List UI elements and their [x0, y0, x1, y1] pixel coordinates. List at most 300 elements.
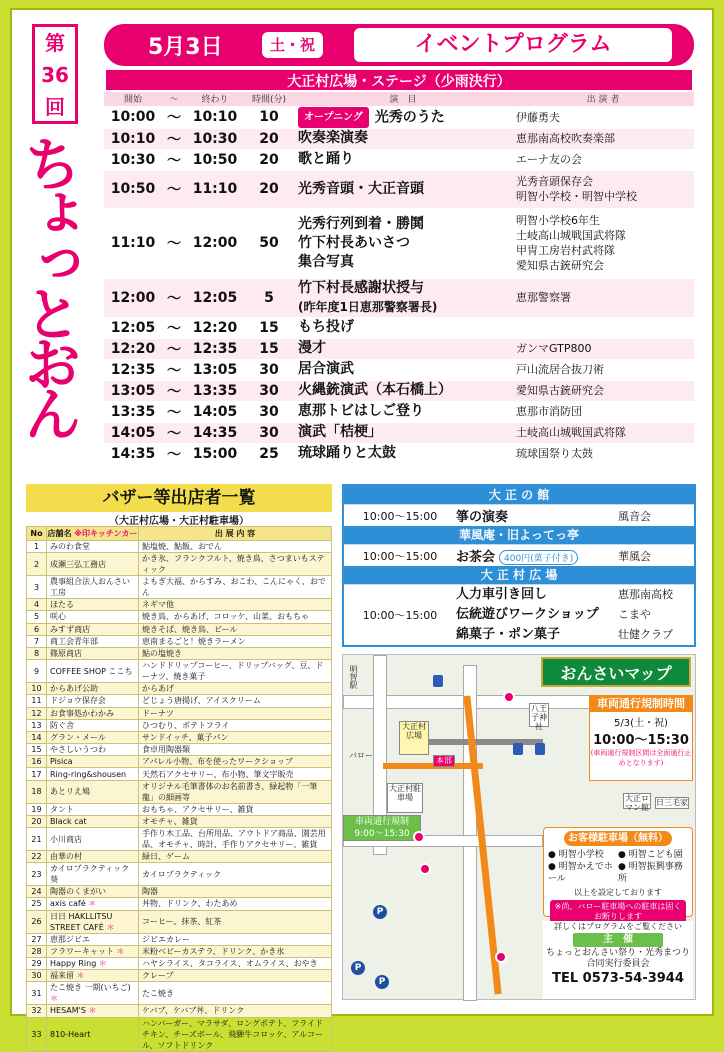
duration: 30 — [244, 359, 294, 380]
bazaar-shop — [47, 553, 139, 576]
performer-cell — [512, 170, 694, 208]
bazaar-content: どじょう唐揚げ、アイスクリーム — [139, 695, 332, 707]
bazaar-shop — [47, 576, 139, 599]
end-time: 13:35 — [186, 380, 244, 401]
start-time: 14:35 — [104, 443, 162, 464]
parking-dot: ● — [618, 850, 629, 860]
tilde: 〜 — [162, 422, 186, 443]
bazaar-no: 2 — [27, 553, 47, 576]
performer-cell — [512, 128, 694, 149]
act-line: 琉球踊りと太鼓 — [298, 445, 396, 461]
start-time: 10:50 — [104, 170, 162, 208]
bazaar-row — [27, 719, 332, 731]
opening-tag: オープニング — [298, 107, 369, 128]
duration: 30 — [244, 401, 294, 422]
parking-item — [618, 861, 688, 885]
bazaar-row — [27, 1017, 332, 1051]
bazaar-row — [27, 599, 332, 611]
duration: 20 — [244, 128, 294, 149]
bazaar-content: 焼き鳥、からあげ、コロッケ、山菜、おもちゃ — [139, 611, 332, 623]
performer-cell — [512, 338, 694, 359]
bazaar-row — [27, 635, 332, 647]
map-barrow: バロー — [349, 751, 373, 760]
act-cell — [294, 106, 512, 128]
bazaar-shop — [47, 623, 139, 635]
venue-title: 大 正 村 広 場 — [344, 566, 694, 584]
sponsor-name-2: 合同実行委員会 — [586, 959, 650, 969]
bazaar-no: 4 — [27, 599, 47, 611]
bazaar-no: 31 — [27, 982, 47, 1005]
bazaar-row — [27, 707, 332, 719]
bazaar-shop-name: 咲心 — [50, 612, 66, 622]
map-plaza-label: 大正村広場 — [402, 722, 426, 740]
venue-performer: こまや — [618, 608, 651, 621]
bazaar-shop-name: Black cat — [50, 816, 87, 826]
start-time: 10:10 — [104, 128, 162, 149]
bazaar-shop — [47, 660, 139, 683]
parking-warning: ※尚、バロー駐車場への駐車は固くお断りします — [550, 900, 686, 924]
parking-dot: ● — [618, 862, 629, 872]
tilde: 〜 — [162, 128, 186, 149]
performer-line: 甲冑工房岩村武将隊 — [516, 244, 615, 257]
act-line: 恵那トビはしご登り — [298, 403, 424, 419]
bazaar-content: 食卓用陶器類 — [139, 744, 332, 756]
parking-note: 以上を設定しております — [574, 888, 662, 897]
edition-badge — [32, 24, 78, 124]
performer-line: 明智小学校・明智中学校 — [516, 190, 637, 203]
venue-event-cell — [456, 546, 618, 565]
kitchen-car-mark: ＊ — [85, 1006, 97, 1016]
tilde: 〜 — [162, 443, 186, 464]
bazaar-shop — [47, 683, 139, 695]
bazaar-shop — [47, 982, 139, 1005]
venue-event: 綿菓子・ポン菓子 — [456, 627, 561, 642]
parking-item — [618, 849, 688, 861]
start-time: 12:05 — [104, 317, 162, 338]
bazaar-content: おもちゃ、アクセサリー、雑貨 — [139, 803, 332, 815]
act-line: 竹下村長感謝状授与 — [298, 279, 424, 296]
map-hisamizu-label: 日三毛家 — [656, 798, 688, 807]
kitchen-car-mark: ＊ — [74, 971, 85, 981]
col-minutes: 時間(分) — [244, 92, 294, 106]
end-time: 14:05 — [186, 401, 244, 422]
header-day: 土・祝 — [262, 32, 323, 58]
act-cell — [294, 338, 512, 359]
bazaar-row — [27, 768, 332, 780]
bazaar-shop-name: 日日 HAKLLITSU STREET CAFÉ — [50, 911, 113, 932]
tilde: 〜 — [162, 106, 186, 128]
bazaar-shop-name: 810-Heart — [50, 1029, 91, 1039]
start-time: 14:05 — [104, 422, 162, 443]
bazaar-shop — [47, 635, 139, 647]
bazaar-shop-name: あとリえ鳩 — [50, 787, 90, 797]
venue-event: 箏の演奏 — [456, 510, 509, 525]
bazaar-shop-name: 防ぐ舎 — [50, 720, 74, 730]
act-line: 演武「桔梗」 — [298, 424, 382, 440]
bazaar-content: たこ焼き — [139, 982, 332, 1005]
duration: 15 — [244, 317, 294, 338]
toilet-icon — [433, 675, 443, 687]
bazaar-no: 1 — [27, 541, 47, 553]
bazaar-content: オモチャ、雑貨 — [139, 815, 332, 827]
program-row — [104, 422, 694, 443]
kitchen-car-mark: ＊ — [85, 899, 97, 909]
bazaar-row — [27, 623, 332, 635]
venue-row — [344, 504, 694, 526]
bazaar-no: 33 — [27, 1017, 47, 1051]
act-cell — [294, 380, 512, 401]
program-row — [104, 359, 694, 380]
restriction-time: 10:00〜15:30 — [593, 733, 689, 748]
bazaar-content: ケバブ、ケバブ丼、ドリンク — [139, 1005, 332, 1017]
festival-title: ちょっとおん — [14, 134, 82, 434]
parking-title: お客様駐車場（無料） — [564, 831, 672, 846]
bazaar-row — [27, 957, 332, 969]
parking-list — [544, 849, 692, 885]
end-time: 10:10 — [186, 106, 244, 128]
venue-event: 伝統遊びワークショップ — [456, 607, 599, 622]
bazaar-shop-name: 福来留 — [50, 971, 74, 981]
act-line: 集合写真 — [298, 253, 354, 270]
sponsor-tel: TEL 0573-54-3944 — [552, 971, 684, 986]
tilde: 〜 — [162, 317, 186, 338]
map-yagyu — [529, 703, 549, 731]
bazaar-shop-name: みすず商店 — [50, 624, 91, 634]
bazaar-shop-name: ほたる — [50, 600, 74, 610]
bazaar-content: ひつむり、ポテトフライ — [139, 719, 332, 731]
bazaar-row — [27, 863, 332, 886]
bazaar-shop-name: 陶器のくまがい — [50, 887, 106, 897]
kitchen-car-mark: ＊ — [96, 959, 107, 969]
venue-time: 10:00〜15:00 — [362, 549, 438, 563]
performer-line: 戸山流居合抜刀術 — [516, 363, 604, 376]
end-time: 12:00 — [186, 208, 244, 278]
parking-name: 明智振興事務所 — [618, 862, 683, 884]
bazaar-shop-name: 農事組合法人おんさい工房 — [50, 577, 130, 598]
bazaar-shop — [47, 851, 139, 863]
bazaar-row — [27, 683, 332, 695]
end-time: 10:30 — [186, 128, 244, 149]
bazaar-shop — [47, 803, 139, 815]
bazaar-content: カイロプラクティック — [139, 863, 332, 886]
header-event-program: イベントプログラム — [354, 28, 672, 62]
act-cell — [294, 359, 512, 380]
program-row — [104, 443, 694, 464]
bazaar-no: 12 — [27, 707, 47, 719]
venue-title: 華風庵・旧よってっ亭 — [344, 526, 694, 544]
onsai-map — [342, 654, 696, 1000]
performer-cell — [512, 278, 694, 317]
performer-line: 伊藤勇夫 — [516, 110, 560, 124]
bazaar-content: 米粉ベビーカステラ、ドリンク、かき氷 — [139, 945, 332, 957]
parking-name: 明智こども園 — [628, 850, 683, 860]
bazaar-shop — [47, 719, 139, 731]
bazaar-shop — [47, 1005, 139, 1017]
bazaar-shop-name: からあげ公助 — [50, 684, 98, 694]
end-time: 14:35 — [186, 422, 244, 443]
bazaar-no: 13 — [27, 719, 47, 731]
bz-col-shop-label: 店舗名 — [47, 529, 72, 538]
venue-title: 大 正 の 館 — [344, 486, 694, 504]
start-time: 12:00 — [104, 278, 162, 317]
start-time: 10:30 — [104, 149, 162, 170]
map-hisamizu — [655, 797, 689, 809]
no-entry-icon — [419, 863, 431, 875]
bazaar-shop — [47, 970, 139, 982]
end-time: 12:20 — [186, 317, 244, 338]
bazaar-shop — [47, 945, 139, 957]
act-cell — [294, 170, 512, 208]
tilde: 〜 — [162, 401, 186, 422]
start-time: 12:35 — [104, 359, 162, 380]
bazaar-no: 30 — [27, 970, 47, 982]
bazaar-shop-name: たこ焼き 一期(いちご) — [50, 983, 131, 993]
bazaar-row — [27, 660, 332, 683]
duration: 15 — [244, 338, 294, 359]
bazaar-shop-name: 商工会青年部 — [50, 636, 98, 646]
bazaar-shop — [47, 780, 139, 803]
bazaar-row — [27, 910, 332, 933]
bz-col-shop-note: ※印キッチンカー — [74, 529, 138, 538]
map-honjin-label: 本部 — [436, 756, 452, 765]
bazaar-shop-name: Pisica — [50, 757, 73, 767]
traffic-restriction — [589, 695, 693, 781]
tilde: 〜 — [162, 208, 186, 278]
end-time: 13:05 — [186, 359, 244, 380]
bazaar-shop-name: ドジョウ保存会 — [50, 696, 106, 706]
parking-icon: P — [351, 961, 365, 975]
bazaar-content: サンドイッチ、菓子パン — [139, 731, 332, 743]
bazaar-shop — [47, 756, 139, 768]
bazaar-no: 8 — [27, 647, 47, 659]
map-plaza — [399, 721, 429, 755]
bazaar-no: 11 — [27, 695, 47, 707]
bazaar-no: 24 — [27, 886, 47, 898]
parking-icon: P — [375, 975, 389, 989]
bazaar-shop — [47, 933, 139, 945]
bazaar-row — [27, 828, 332, 851]
end-time: 12:05 — [186, 278, 244, 317]
act-line: 火縄銃演武（本石橋上） — [298, 382, 452, 398]
restriction-note: (車両通行規制区間は全面通行止めとなります) — [590, 749, 692, 767]
bazaar-shop — [47, 647, 139, 659]
bazaar-shop — [47, 611, 139, 623]
program-row — [104, 278, 694, 317]
bz-col-no: No — [27, 527, 47, 541]
end-time: 11:10 — [186, 170, 244, 208]
bazaar-content: クレープ — [139, 970, 332, 982]
bazaar-shop-name: カイロプラクティック葵 — [50, 864, 130, 885]
bazaar-row — [27, 553, 332, 576]
bazaar-row — [27, 803, 332, 815]
venue-event: 人力車引き回し — [456, 587, 548, 602]
bazaar-shop — [47, 910, 139, 933]
bazaar-content: 恵南まるごと！焼きラーメン — [139, 635, 332, 647]
bazaar-shop — [47, 744, 139, 756]
sponsor-name: ちょっとおんさい祭り・光秀まつり — [545, 948, 690, 958]
start-time: 13:05 — [104, 380, 162, 401]
bazaar-shop-name: やさしいうつわ — [50, 745, 106, 755]
col-performer: 出 演 者 — [512, 92, 694, 106]
col-end: 終わり — [186, 92, 244, 106]
act-cell — [294, 422, 512, 443]
duration: 30 — [244, 422, 294, 443]
tilde: 〜 — [162, 338, 186, 359]
bazaar-row — [27, 695, 332, 707]
badge-dai: 第 — [45, 31, 65, 55]
duration: 30 — [244, 380, 294, 401]
performer-line: 光秀音頭保存会 — [516, 175, 593, 188]
bazaar-shop-name: 成瀬三弘工務店 — [50, 559, 106, 569]
restriction-date: 5/3(土・祝) — [614, 718, 668, 729]
kitchen-car-mark: ＊ — [50, 994, 58, 1004]
bazaar-row — [27, 647, 332, 659]
bazaar-no: 18 — [27, 780, 47, 803]
bazaar-row — [27, 576, 332, 599]
performer-cell — [512, 149, 694, 170]
venue-performers — [618, 585, 694, 645]
parking-name: 明智小学校 — [558, 850, 604, 860]
venue-time: 10:00〜15:00 — [362, 509, 438, 523]
bazaar-shop-name: みのわ食堂 — [50, 542, 90, 552]
bazaar-shop — [47, 815, 139, 827]
performer-cell — [512, 208, 694, 278]
map-akechi-station: 明智駅 — [349, 665, 358, 689]
tilde: 〜 — [162, 170, 186, 208]
bazaar-shop-name: グラン・メール — [50, 732, 106, 742]
map-restrict-label-time: 9:00〜15:30 — [354, 829, 410, 839]
toilet-icon — [513, 743, 523, 755]
parking-item — [548, 849, 618, 861]
col-start: 開始 — [104, 92, 162, 106]
restriction-title: 車両通行規制時間 — [590, 696, 692, 712]
bazaar-row — [27, 756, 332, 768]
header-date: 5月3日 — [148, 35, 223, 60]
venue-performer: 華風会 — [618, 549, 651, 563]
no-entry-icon — [503, 691, 515, 703]
bazaar-no: 22 — [27, 851, 47, 863]
venue-row — [344, 544, 694, 566]
venue-performer: 風音会 — [618, 509, 651, 523]
map-restrict-label-text: 車両通行規制 — [354, 817, 409, 827]
bazaar-no: 27 — [27, 933, 47, 945]
venue-event-cell — [456, 506, 618, 525]
bazaar-no: 32 — [27, 1005, 47, 1017]
act-line: 竹下村長あいさつ — [298, 234, 410, 251]
performer-cell — [512, 443, 694, 464]
bazaar-content: 丼物、ドリンク、わたあめ — [139, 898, 332, 910]
map-dai — [623, 793, 651, 812]
parking-dot: ● — [548, 850, 559, 860]
no-entry-icon — [413, 831, 425, 843]
col-tilde: 〜 — [162, 92, 186, 106]
end-time: 15:00 — [186, 443, 244, 464]
act-line: 光秀音頭・大正音頭 — [298, 180, 424, 197]
bazaar-content: ハンドドリップコーヒー、ドリップバッグ、豆、ドーナツ、焼き菓子 — [139, 660, 332, 683]
venue-events — [456, 585, 618, 645]
no-entry-icon — [495, 951, 507, 963]
bazaar-no: 5 — [27, 611, 47, 623]
performer-line: 愛知県古銃研究会 — [516, 384, 604, 397]
bazaar-row — [27, 780, 332, 803]
bazaar-no: 19 — [27, 803, 47, 815]
performer-cell — [512, 317, 694, 338]
performer-cell — [512, 359, 694, 380]
bazaar-no: 17 — [27, 768, 47, 780]
bazaar-title: バザー等出店者一覧 — [26, 484, 332, 512]
bazaar-row — [27, 744, 332, 756]
bazaar-no: 26 — [27, 910, 47, 933]
bazaar-content: 鮎塩焼、鮎飯、おでん — [139, 541, 332, 553]
venue-price: 400円(菓子付き) — [499, 550, 578, 565]
bazaar-content: ジビエカレー — [139, 933, 332, 945]
parking-dot: ● — [548, 862, 559, 872]
parking-icon: P — [373, 905, 387, 919]
bazaar-no: 10 — [27, 683, 47, 695]
program-row — [104, 208, 694, 278]
bazaar-shop — [47, 599, 139, 611]
performer-cell — [512, 422, 694, 443]
bazaar-content: ハヤシライス、タコライス、オムライス、おやき — [139, 957, 332, 969]
act-cell — [294, 208, 512, 278]
duration: 5 — [244, 278, 294, 317]
bazaar-row — [27, 970, 332, 982]
act-line: もち投げ — [298, 319, 354, 335]
bazaar-content: アパレル小物、布を使ったワークショップ — [139, 756, 332, 768]
program-row — [104, 380, 694, 401]
bazaar-content: 鮎の塩焼き — [139, 647, 332, 659]
venue-row — [344, 584, 694, 645]
bazaar-no: 25 — [27, 898, 47, 910]
parking-info — [543, 827, 693, 921]
duration: 10 — [244, 106, 294, 128]
program-row — [104, 317, 694, 338]
act-line: (昨年度1日恵那警察署長) — [298, 299, 438, 314]
duration: 20 — [244, 149, 294, 170]
map-honjin — [433, 755, 455, 767]
bazaar-shop — [47, 731, 139, 743]
performer-line: 愛知県古銃研究会 — [516, 259, 604, 272]
toilet-icon — [535, 743, 545, 755]
sponsor-box — [543, 921, 693, 999]
performer-line: 恵那南高校吹奏楽部 — [516, 132, 615, 145]
bazaar-row — [27, 933, 332, 945]
sponsor-label: 主 催 — [573, 933, 663, 947]
bazaar-shop — [47, 1017, 139, 1051]
act-cell — [294, 317, 512, 338]
parking-name: 明智かえでホール — [548, 862, 613, 884]
bazaar-content: ハンバーガー、マラサダ、ロングポテト、フライドチキン、チーズボール、飛騨牛コロッケ、アルコール、ソフトドリンク — [139, 1017, 332, 1051]
bazaar-list — [26, 484, 332, 1052]
program-header — [104, 24, 694, 66]
map-yagyu-label: 八王子神社 — [531, 704, 547, 731]
tilde: 〜 — [162, 278, 186, 317]
end-time: 10:50 — [186, 149, 244, 170]
act-line: 吹奏楽演奏 — [298, 130, 368, 146]
bazaar-content: 陶器 — [139, 886, 332, 898]
bazaar-shop — [47, 541, 139, 553]
duration: 25 — [244, 443, 294, 464]
performer-cell — [512, 106, 694, 128]
bazaar-shop-name: COFFEE SHOP ここち — [50, 666, 133, 676]
act-line: 居合演武 — [298, 361, 354, 377]
bazaar-shop-name: お食事処かわかみ — [50, 708, 114, 718]
bazaar-row — [27, 1005, 332, 1017]
performer-line: 恵那市消防団 — [516, 405, 582, 418]
bazaar-content: 緑日、ゲーム — [139, 851, 332, 863]
program-row — [104, 128, 694, 149]
start-time: 11:10 — [104, 208, 162, 278]
